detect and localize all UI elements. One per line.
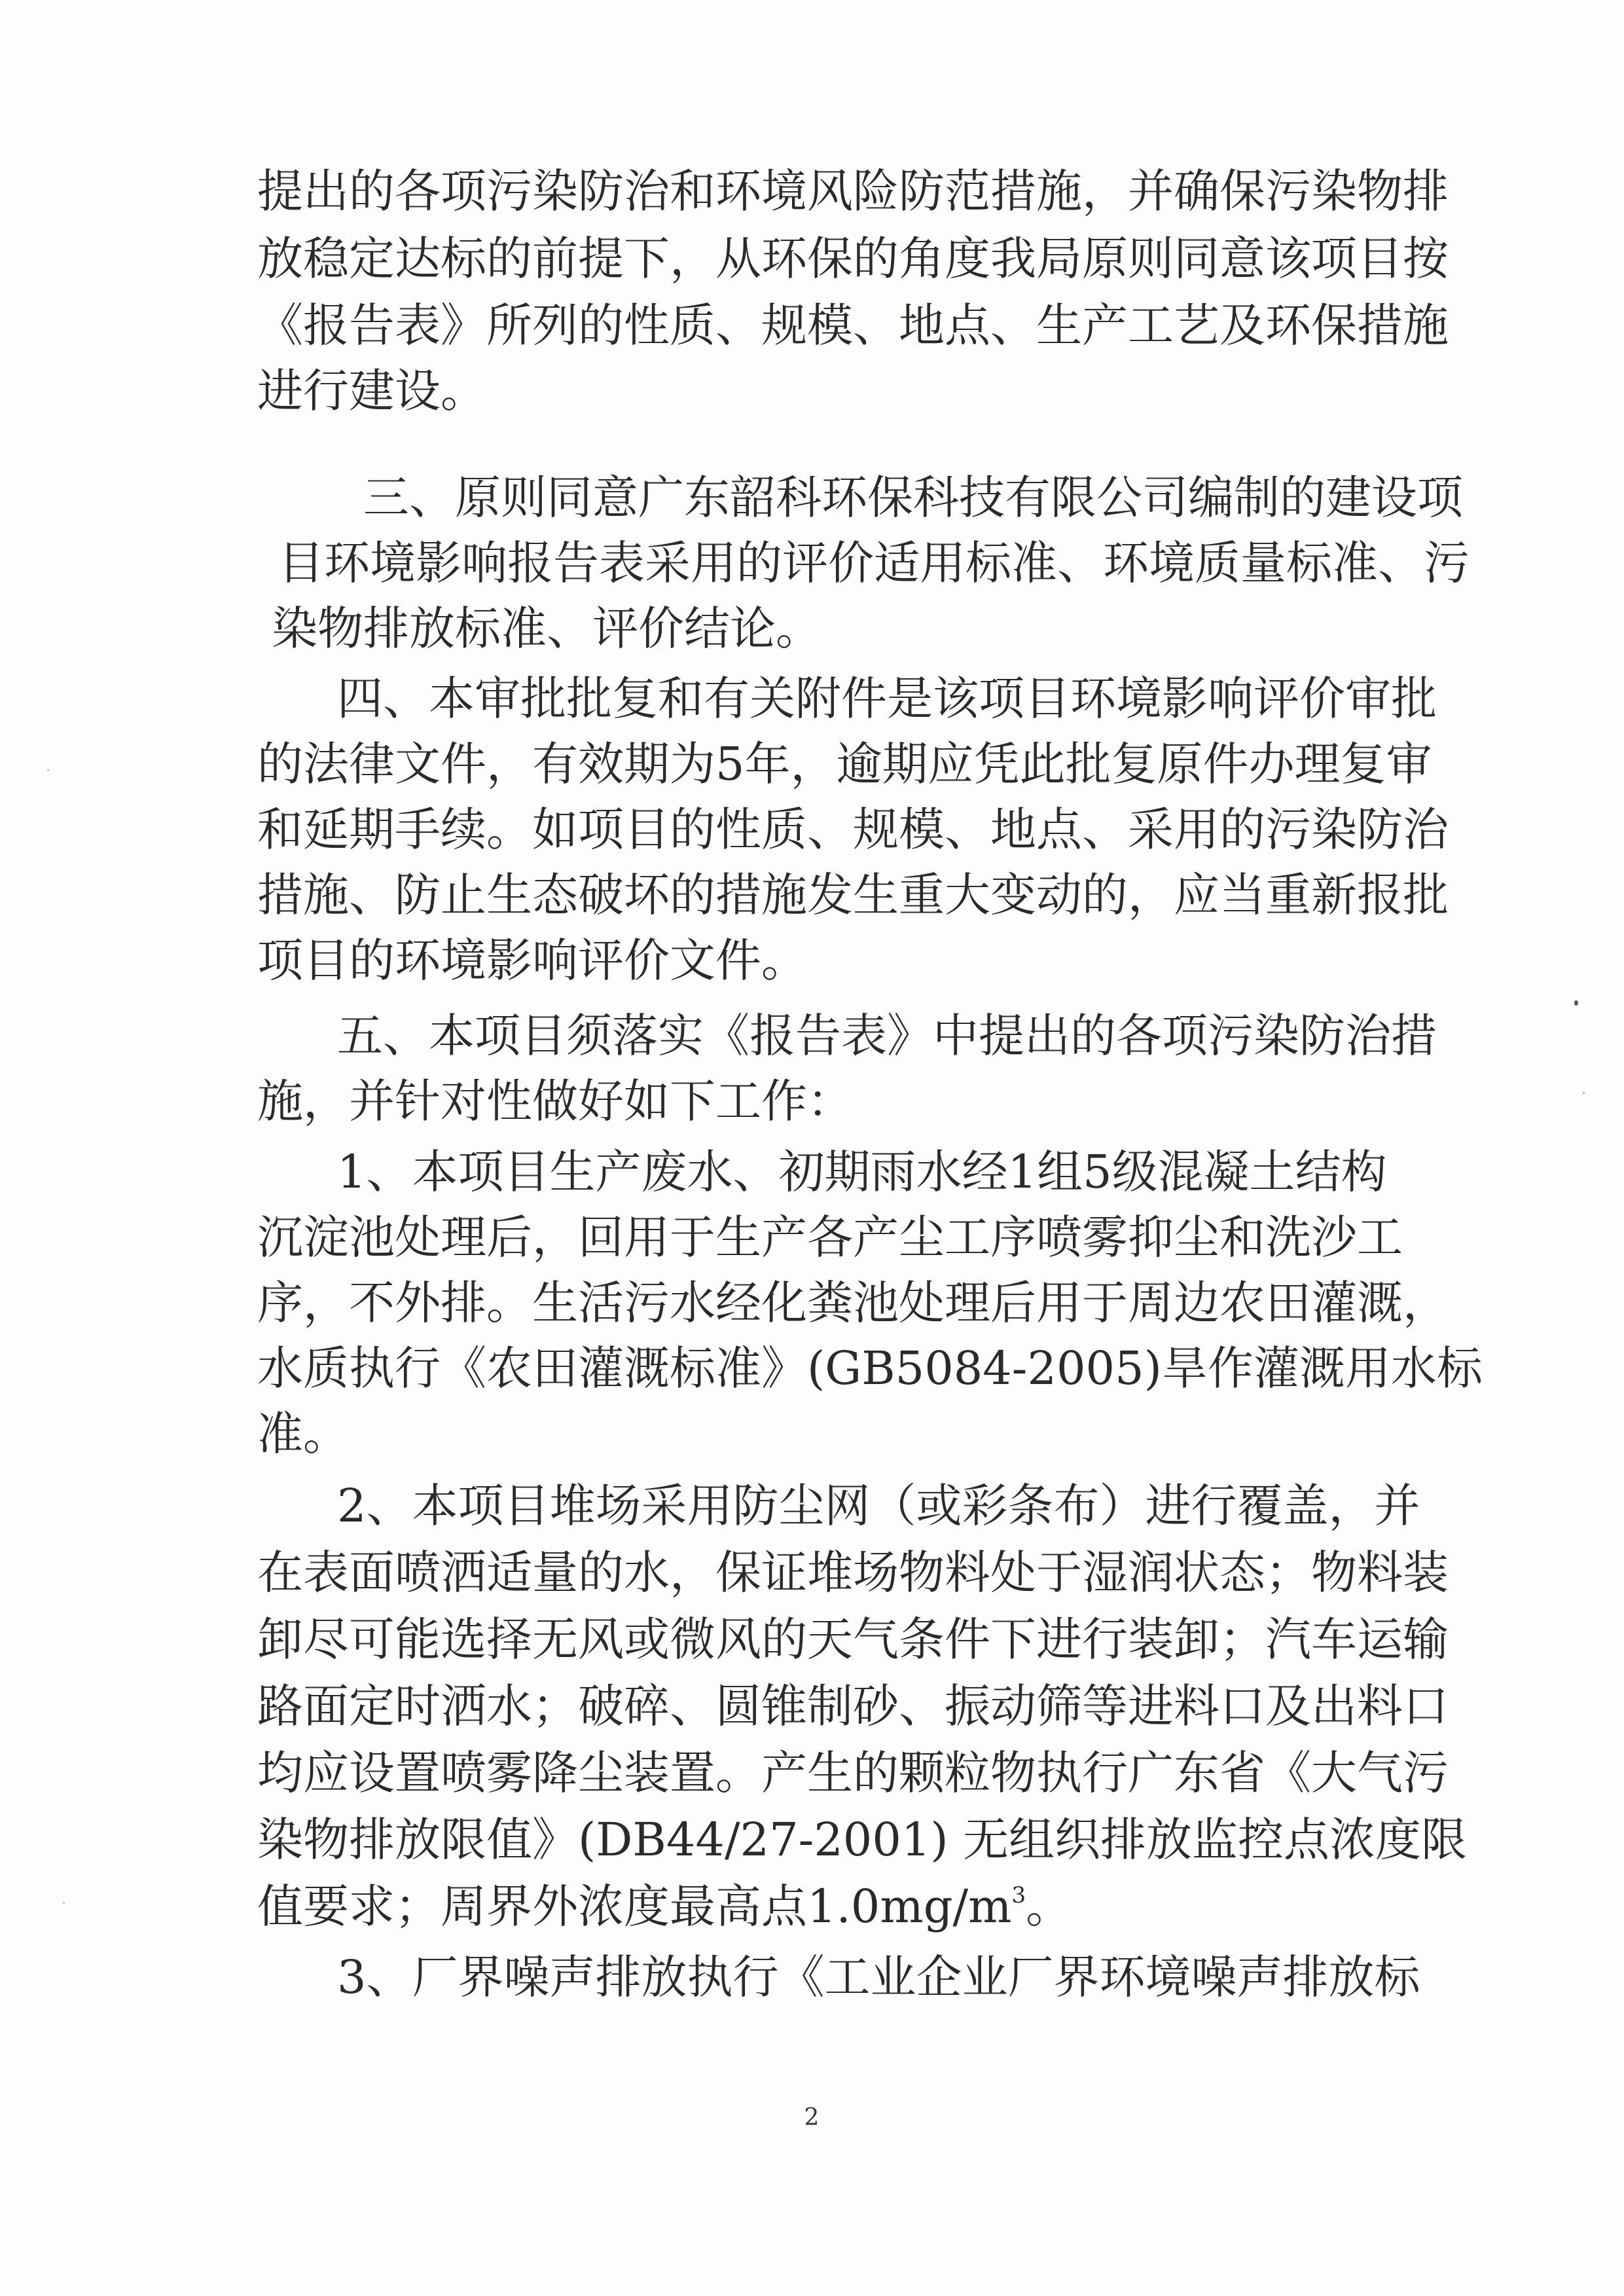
text-line: 和延期手续。如项目的性质、规模、地点、采用的污染防治 <box>257 803 1449 856</box>
text-line: 沉淀池处理后，回用于生产各产尘工序喷雾抑尘和洗沙工 <box>257 1211 1403 1264</box>
text-line-content: 值要求；周界外浓度最高点1.0mg/m <box>257 1880 1012 1933</box>
text-line: 的法律文件，有效期为5年，逾期应凭此批复原件办理复审 <box>257 737 1432 791</box>
text-line: 3、厂界噪声排放执行《工业企业厂界环境噪声排放标 <box>337 1950 1420 2004</box>
line-end-punctuation: 。 <box>1026 1880 1072 1933</box>
text-line: 染物排放限值》(DB44/27-2001) 无组织排放监控点浓度限 <box>257 1813 1467 1867</box>
superscript: 3 <box>1011 1882 1026 1908</box>
text-line: 施，并针对性做好如下工作： <box>257 1074 853 1128</box>
scan-speck <box>47 769 49 771</box>
text-line: 放稳定达标的前提下，从环保的角度我局原则同意该项目按 <box>257 232 1449 285</box>
text-line <box>257 1877 1072 1936</box>
page-number: 2 <box>804 2104 820 2131</box>
text-line: 染物排放标准、评价结论。 <box>272 602 821 655</box>
text-line: 水质执行《农田灌溉标准》(GB5084-2005)旱作灌溉用水标 <box>257 1341 1483 1395</box>
text-line: 在表面喷洒适量的水，保证堆场物料处于湿润状态；物料装 <box>257 1546 1449 1599</box>
text-line: 路面定时洒水；破碎、圆锥制砂、振动筛等进料口及出料口 <box>257 1679 1449 1733</box>
text-line: 提出的各项污染防治和环境风险防范措施，并确保污染物排 <box>257 164 1449 218</box>
text-line: 1、本项目生产废水、初期雨水经1组5级混凝土结构 <box>337 1145 1387 1199</box>
text-line: 四、本审批批复和有关附件是该项目环境影响评价审批 <box>337 672 1437 725</box>
text-line: 三、原则同意广东韶科环保科技有限公司编制的建设项 <box>363 471 1463 524</box>
text-line: 措施、防止生态破坏的措施发生重大变动的，应当重新报批 <box>257 868 1449 922</box>
text-line: 序，不外排。生活污水经化粪池处理后用于周边农田灌溉， <box>257 1276 1449 1330</box>
text-line: 《报告表》所列的性质、规模、地点、生产工艺及环保措施 <box>257 299 1449 352</box>
text-line: 项目的环境影响评价文件。 <box>257 934 807 987</box>
text-line: 卸尽可能选择无风或微风的天气条件下进行装卸；汽车运输 <box>257 1613 1449 1666</box>
text-line: 目环境影响报告表采用的评价适用标准、环境质量标准、污 <box>278 536 1470 590</box>
scan-speck <box>1583 1092 1585 1094</box>
text-line: 五、本项目须落实《报告表》中提出的各项污染防治措 <box>337 1009 1437 1063</box>
text-line: 进行建设。 <box>257 364 486 418</box>
text-line: 准。 <box>257 1407 349 1461</box>
scan-speck <box>63 1902 65 1904</box>
text-line: 2、本项目堆场采用防尘网（或彩条布）进行覆盖，并 <box>337 1479 1420 1533</box>
scan-speck <box>1574 1000 1578 1006</box>
text-line: 均应设置喷雾降尘装置。产生的颗粒物执行广东省《大气污 <box>257 1746 1449 1800</box>
